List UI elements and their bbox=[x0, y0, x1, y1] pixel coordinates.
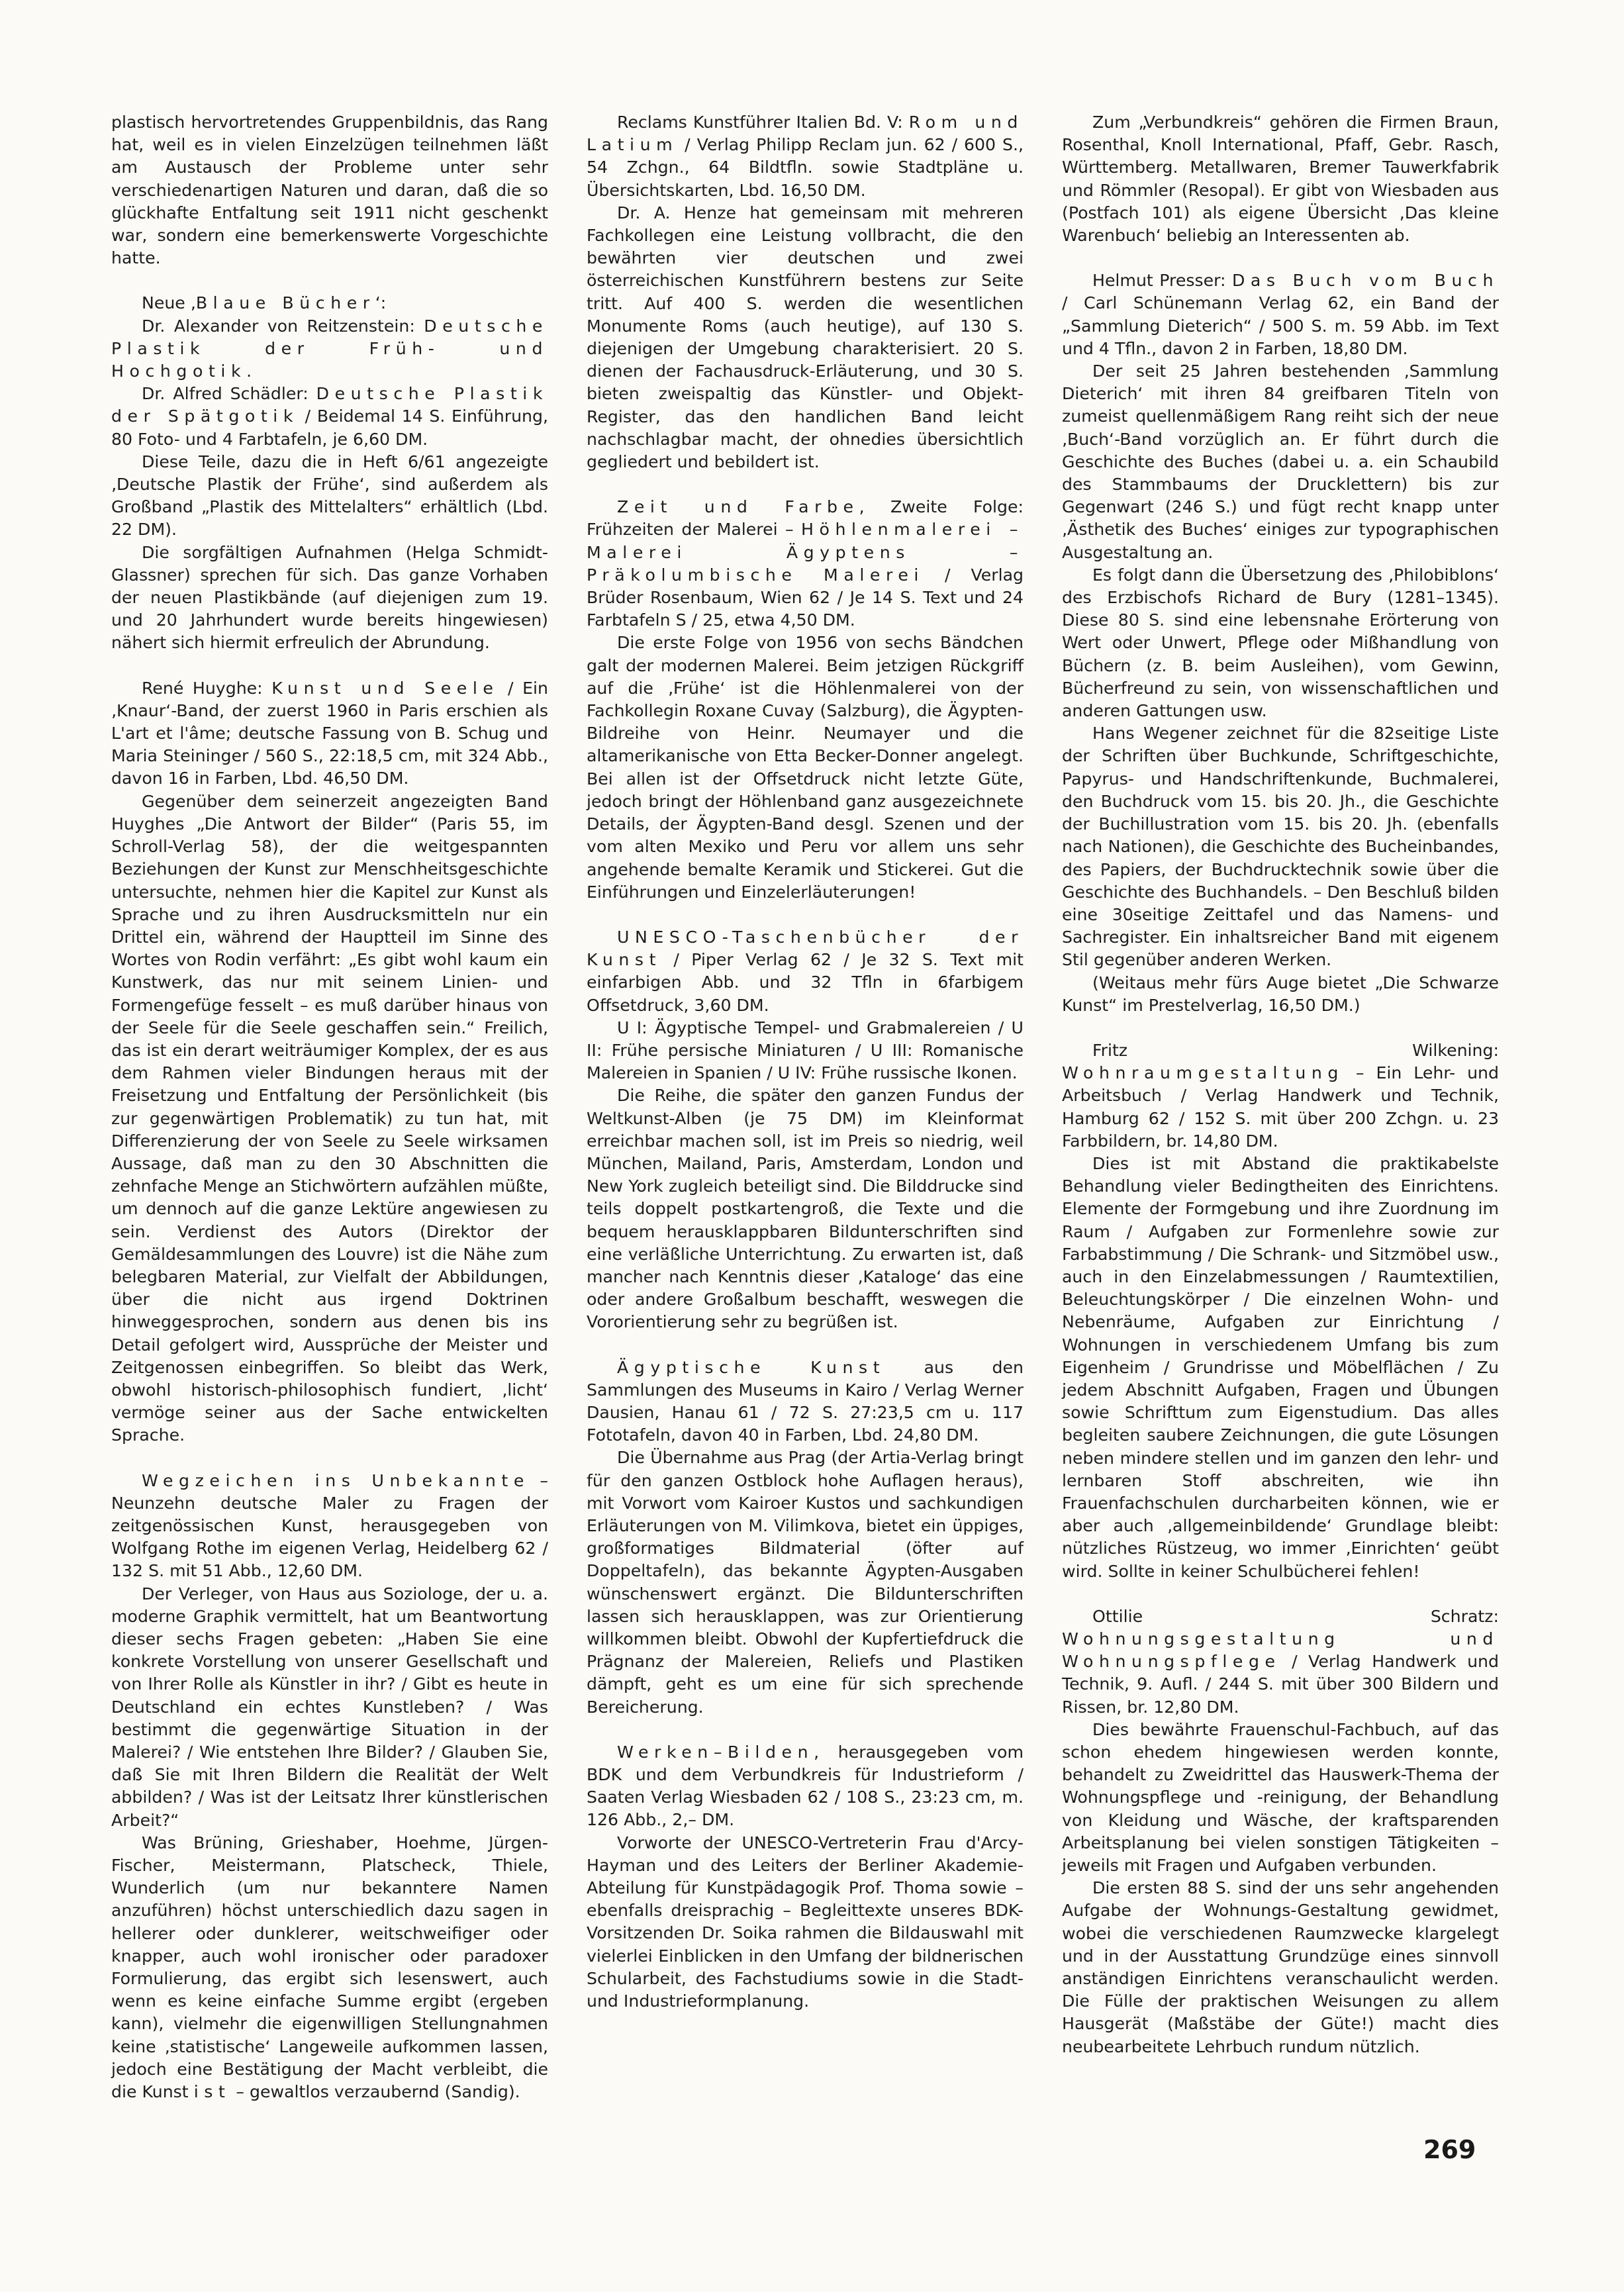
paragraph-gap bbox=[111, 655, 548, 677]
text-segment: Gegenüber dem seinerzeit angezeigten Band Huyghes „Die Antwort der Bilder“ (Paris 55, im Schroll-Verlag 58), der die weitgespannten Beziehungen der Kunst zur Menschheitsgeschichte untersuchte, nehmen hier die Kapitel zur Kunst als Sprache und zu ihren Ausdrucksmitteln nur ein Drittel ein, während der Hauptteil im Sinne des Wortes von Rodin verfährt: „Es gibt wohl kaum ein Kunstwerk, das nur mit seinem Linien- und Formengefüge fesselt – es muß darüber hinaus von der Seele für die Seele geschaffen sein.“ Freilich, das ist ein derart weiträumiger Komplex, der es aus dem Rahmen vieler Bindungen heraus mit der Freisetzung und Entfaltung der Persönlichkeit (bis zur gegenwärtigen Problematik) zu tun hat, mit Differenzierung der von Seele zu Seele wirksamen Aussage, daß man zu den 30 Abschnitten die zehnfache Menge an Stichwörtern aufzählen müßte, um dennoch auf die ganze Lektüre angewiesen zu sein. Verdienst des Autors (Direktor der Gemäldesammlungen des Louvre) ist die Nähe zum belegbaren Material, zur Vielfalt der Abbildungen, über die nicht aus irgend Doktrinen hinweggesprochen, sondern aus denen bis ins Detail gefolgert wird, Aussprüche der Meister und Zeitgenossen einbegriffen. So bleibt das Werk, obwohl historisch-philosophisch fundiert, ‚licht‘ vermöge seiner aus der Sache entwickelten Sprache. bbox=[111, 791, 548, 1445]
text-segment: Der seit 25 Jahren bestehenden ‚Sammlung Dieterich‘ mit ihren 84 greifbaren Titeln von zumeist quellenmäßigem Rang reiht sich der neue ‚Buch‘-Band vorzüglich an. Er führt durch die Geschichte des Buches (dabei u. a. ein Schaubild des Stammbaums der Drucklettern) bis zur Gegenwart (246 S.) und fügt recht knapp unter ‚Ästhetik des Buches‘ einiges zur typographischen Ausgestaltung an. bbox=[1062, 361, 1499, 562]
spaced-title-text: Rom und Latium bbox=[587, 113, 1024, 155]
text-segment: Vorworte der UNESCO-Vertreterin Frau d'Arcy-Hayman und des Leiters der Berliner Akademie-Abteilung für Kunstpädagogik Prof. Thoma sowie – ebenfalls dreisprachig – Begleittexte unseres BDK-Vorsitzenden Dr. Soika rahmen die Bildauswahl mit vielerlei Einblicken in den Umfang der bildnerischen Schularbeit, des Fachstudiums sowie in die Stadt- und Industrieformplanung. bbox=[587, 1833, 1024, 2011]
paragraph bbox=[1062, 1153, 1499, 1583]
spaced-title-text: Werken–Bilden bbox=[617, 1742, 814, 1762]
spaced-title-text: Kunst und Seele bbox=[271, 678, 499, 698]
paragraph bbox=[111, 1583, 548, 1832]
spaced-title-text: Deutsche Plastik der Spätgotik bbox=[111, 384, 548, 426]
paragraph bbox=[111, 677, 548, 790]
paragraph-gap bbox=[1062, 1017, 1499, 1039]
paragraph bbox=[587, 632, 1024, 903]
paragraph-gap bbox=[587, 904, 1024, 926]
page-number: 269 bbox=[1423, 2135, 1476, 2164]
text-segment: , Zweite Folge: Frühzeiten der Malerei – bbox=[587, 497, 1024, 540]
paragraph bbox=[587, 1357, 1024, 1447]
paragraph-gap bbox=[111, 1447, 548, 1470]
text-segment: Reclams Kunstführer Italien Bd. V: bbox=[617, 113, 909, 132]
paragraph bbox=[1062, 722, 1499, 971]
paragraph-gap bbox=[1062, 247, 1499, 269]
paragraph bbox=[1062, 360, 1499, 564]
paragraph bbox=[111, 451, 548, 542]
text-segment: Dr. A. Henze hat gemeinsam mit mehreren Fachkollegen eine Leistung vollbracht, die den bewährten vier deutschen und zwei österreichischen Kunstführern bestens zur Seite tritt. Auf 400 S. werden die wesentlichen Monumente Roms (auch heutige), auf 130 S. diejenigen der Umgebung charakterisiert. 20 S. dienen der Fachausdruck-Erläuterung, und 30 S. bieten zweispaltig das Künstler- und Objekt-Register, das den handlichen Band leicht nachschlagbar macht, der ohnedies übersichtlich gegliedert und bebildert ist. bbox=[587, 203, 1024, 472]
spaced-title-text: Blaue Bücher bbox=[195, 293, 375, 313]
paragraph-gap bbox=[1062, 1583, 1499, 1605]
text-segment: ‘: bbox=[375, 293, 387, 313]
paragraph bbox=[1062, 1877, 1499, 2058]
paragraph bbox=[1062, 564, 1499, 722]
text-segment: plastisch hervortretendes Gruppenbildnis, das Rang hat, weil es in vielen Einzelzügen teilnehmen läßt am Austausch der Probleme unter sehr verschiedenartigen Naturen und daran, daß die so glückhafte Entfaltung seit 1911 nicht geschenkt war, sondern eine bemerkenswerte Vorgeschichte hatte. bbox=[111, 113, 548, 268]
text-segment: Ottilie Schratz: bbox=[1092, 1606, 1499, 1626]
paragraph bbox=[111, 1470, 548, 1583]
text-segment: – gewaltlos verzaubernd (Sandig). bbox=[230, 2082, 520, 2102]
paragraph bbox=[111, 790, 548, 1447]
text-segment: René Huyghe: bbox=[142, 678, 272, 698]
text-segment: Dies ist mit Abstand die praktikabelste Behandlung vieler Bedingtheiten des Einrichtens. Elemente der Formgebung und ihre Zuordnung im Raum / Aufgaben zur Formenlehre sowie zur Farbabstimmung / Die Schrank- und Sitzmöbel usw., auch in den Einzelabmessungen / Raumtextilien, Beleuchtungskörper / Die einzelnen Wohn- und Nebenräume, Aufgaben zur Einrichtung / Wohnungen in verschiedenem Umfang bis zum Eigenheim / Grundrisse und Möbelflächen / Zu jedem Abschnitt Aufgaben, Fragen und Übungen sowie Schrifttum zum Eigenstudium. Das alles begleiten saubere Zeichnungen, die gute Lösungen neben mindere stellen und im ganzen den lehr- und lernbaren Stoff abschreiten, wie ihn Frauenfachschulen durcharbeiten können, wie er aber auch ‚allgemeinbildende‘ Grundlage bleibt: nützliches Rüstzeug, wo immer ‚Einrichten‘ geübt wird. Sollte in keiner Schulbücherei fehlen! bbox=[1062, 1153, 1499, 1581]
text-segment: / Verlag Handwerk und Technik, 9. Aufl. / 244 S. mit über 300 Bildern und Rissen, br. 12,80 DM. bbox=[1062, 1652, 1499, 1717]
paragraph bbox=[587, 202, 1024, 473]
text-segment: / Ein ‚Knaur‘-Band, der zuerst 1960 in Paris erschien als L'art et l'âme; deutsche Fassung von B. Schug und Maria Steininger / 560 S., 22:18,5 cm, mit 324 Abb., davon 16 in Farben, Lbd. 46,50 DM. bbox=[111, 678, 548, 788]
spaced-title-text: Zeit und Farbe bbox=[617, 497, 859, 517]
text-segment: Fritz Wilkening: bbox=[1092, 1040, 1499, 1060]
paragraph bbox=[1062, 1605, 1499, 1719]
text-segment: Dr. Alexander von Reitzenstein: bbox=[142, 316, 424, 336]
text-segment: – Ein Lehr- und Arbeitsbuch / Verlag Handwerk und Technik, Hamburg 62 / 152 S. mit über 200 Zchgn. u. 23 Farbbildern, br. 14,80 DM. bbox=[1062, 1063, 1499, 1151]
paragraph bbox=[587, 496, 1024, 632]
paragraph-gap bbox=[111, 269, 548, 292]
text-segment: Die erste Folge von 1956 von sechs Bändchen galt der modernen Malerei. Beim jetzigen Rückgriff auf die ‚Frühe‘ ist die Höhlenmalerei von der Fachkollegin Roxane Cuvay (Salzburg), die Ägypten-Bildreihe von Heinr. Neumayer und die altamerikanische von Etta Becker-Donner angelegt. Bei allen ist der Offsetdruck nicht letzte Güte, jedoch bringt der Höhlenband ganz ausgezeichnete Details, der Ägypten-Band desgl. Szenen und der vom alten Mexiko und Peru vor allem uns sehr angehende bemalte Keramik und Stickerei. Gut die Einführungen und Einzelerläuterungen! bbox=[587, 633, 1024, 902]
spaced-title-text: Wegzeichen ins Unbekannte bbox=[142, 1470, 530, 1490]
text-segment: / Verlag Philipp Reclam jun. 62 / 600 S., 54 Zchgn., 64 Bildtfln. sowie Stadtpläne u. Übersichtskarten, Lbd. 16,50 DM. bbox=[587, 135, 1024, 200]
spaced-title-text: Deutsche Plastik der Früh- und Hochgotik. bbox=[111, 316, 548, 381]
text-segment: Die Übernahme aus Prag (der Artia-Verlag bringt für den ganzen Ostblock hohe Auflagen heraus), mit Vorwort vom Kairoer Kustos und sachkundigen Erläuterungen von M. Vilimkova, bietet ein üppiges, großformatiges Bildmaterial (öfter auf Doppeltafeln), das bekannte Ägypten-Ausgaben wünschenswert ergänzt. Die Bildunterschriften lassen sich herausklappen, was zur Orientierung willkommen bleibt. Obwohl der Kupfertiefdruck die Prägnanz der Malereien, Reliefs und Plastiken dämpft, geht es um eine für sich sprechende Bereicherung. bbox=[587, 1448, 1024, 1717]
text-segment: Was Brüning, Grieshaber, Hoehme, Jürgen-Fischer, Meistermann, Platscheck, Thiele, Wunderlich (um nur bekanntere Namen anzuführen) höchst unterschiedlich dazu sagen in hellerer oder dunklerer, weitschweifiger oder knapper, auch wohl ironischer oder paradoxer Formulierung, das ergibt sich lesenswert, auch wenn es keine einfache Summe ergibt (ergeben kann), vielmehr die eigenwilligen Stellungnahmen keine ‚statistische‘ Langeweile aufkommen lassen, jedoch eine Bestätigung der Macht verbleibt, die die Kunst bbox=[111, 1833, 548, 2102]
paragraph bbox=[1062, 1719, 1499, 1877]
paragraph bbox=[587, 1447, 1024, 1718]
text-segment: Die sorgfältigen Aufnahmen (Helga Schmidt-Glassner) sprechen für sich. Das ganze Vorhaben der neuen Plastikbände (auf diejenigen zum 19. und 20 Jahrhundert wurde bereits hingewiesen) nähert sich hiermit erfreulich der Abrundung. bbox=[111, 542, 548, 653]
paragraph bbox=[111, 383, 548, 451]
text-segment: (Weitaus mehr fürs Auge bietet „Die Schwarze Kunst“ im Prestelverlag, 16,50 DM.) bbox=[1062, 973, 1499, 1015]
paragraph-gap bbox=[587, 1719, 1024, 1741]
text-segment: Die ersten 88 S. sind der uns sehr angehenden Aufgabe der Wohnungs-Gestaltung gewidmet, wobei die verschiedenen Raumzwecke klargelegt und in der Ausstattung Grundzüge eines sinnvoll anständigen Einrichtens veranschaulicht werden. Die Fülle der praktischen Weisungen zu allem Hausgerät (Maßstäbe der Güte!) macht dies neubearbeitete Lehrbuch rundum nützlich. bbox=[1062, 1878, 1499, 2056]
paragraph bbox=[111, 1832, 548, 2103]
paragraph-gap bbox=[587, 1334, 1024, 1357]
spaced-title-text: Höhlenmalerei – Malerei Ägyptens – Präkolumbische Malerei bbox=[587, 520, 1024, 585]
paragraph bbox=[111, 111, 548, 269]
text-segment: – Neunzehn deutsche Maler zu Fragen der zeitgenössischen Kunst, herausgegeben von Wolfgang Rothe im eigenen Verlag, Heidelberg 62 / 132 S. mit 51 Abb., 12,60 DM. bbox=[111, 1470, 548, 1581]
text-column-1 bbox=[111, 111, 548, 2103]
paragraph bbox=[111, 292, 548, 314]
paragraph bbox=[587, 111, 1024, 202]
text-column-3 bbox=[1062, 111, 1499, 2058]
text-segment: U I: Ägyptische Tempel- und Grabmalereien / U II: Frühe persische Miniaturen / U III: Romanische Malereien in Spanien / U IV: Frühe russische Ikonen. bbox=[587, 1018, 1024, 1083]
paragraph bbox=[587, 926, 1024, 1017]
spaced-title-text: Wohnraumgestaltung bbox=[1062, 1063, 1344, 1083]
text-segment: Hans Wegener zeichnet für die 82seitige Liste der Schriften über Buchkunde, Schriftgeschichte, Papyrus- und Handschriftenkunde, Buchmalerei, den Buchdruck vom 15. bis 20. Jh., die Geschichte der Buchillustration vom 15. bis 20. Jh. (ebenfalls nach Nationen), die Geschichte des Bucheinbandes, des Papiers, der Buchdrucktechnik sowie über die Geschichte des Buchhandels. – Den Beschluß bilden eine 30seitige Zeittafel und das Namens- und Sachregister. Ein inhaltsreicher Band mit eigenem Stil gegenüber anderen Werken. bbox=[1062, 724, 1499, 970]
paragraph bbox=[587, 1832, 1024, 2013]
paragraph bbox=[1062, 111, 1499, 247]
text-column-2 bbox=[587, 111, 1024, 2013]
text-segment: / Verlag Brüder Rosenbaum, Wien 62 / Je 14 S. Text und 24 Farbtafeln S / 25, etwa 4,50 DM. bbox=[587, 565, 1024, 630]
paragraph bbox=[1062, 1039, 1499, 1153]
paragraph bbox=[1062, 269, 1499, 360]
spaced-title-text: Ägyptische Kunst bbox=[617, 1357, 886, 1377]
text-segment: Helmut Presser: bbox=[1092, 271, 1232, 291]
text-segment: Dr. Alfred Schädler: bbox=[142, 384, 316, 404]
text-segment: Neue ‚ bbox=[142, 293, 196, 313]
text-segment: Der Verleger, von Haus aus Soziologe, der u. a. moderne Graphik vermittelt, hat um Beantwortung dieser sechs Fragen gebeten: „Haben Sie eine konkrete Vorstellung von unserer Gesellschaft und von Ihrer Rolle als Künstler in ihr? / Gibt es heute in Deutschland ein echtes Kunstleben? / Was bestimmt die gegenwärtige Situation in der Malerei? / Wie entstehen Ihre Bilder? / Glauben Sie, daß Sie mit Ihren Bildern die Realität der Welt abbilden? / Was ist der Leitsatz Ihrer künstlerischen Arbeit?“ bbox=[111, 1584, 548, 1830]
paragraph bbox=[111, 542, 548, 655]
text-segment: Die Reihe, die später den ganzen Fundus der Weltkunst-Alben (je 75 DM) im Kleinformat erreichbar machen soll, ist im Preis so niedrig, weil München, Mailand, Paris, Amsterdam, London und New York zugleich beteiligt sind. Die Bilddrucke sind teils doppelt postkartengroß, die Texte und die bequem herausklappbaren Bildunterschriften sind eine verläßliche Unterrichtung. Zu erwarten ist, daß mancher nach Kenntnis dieser ‚Kataloge‘ das eine oder andere Großalbum beschafft, weswegen die Vororientierung sehr zu begrüßen ist. bbox=[587, 1086, 1024, 1332]
paragraph bbox=[111, 315, 548, 383]
text-segment: Diese Teile, dazu die in Heft 6/61 angezeigte ‚Deutsche Plastik der Frühe‘, sind außerdem als Großband „Plastik des Mittelalters“ erhältlich (Lbd. 22 DM). bbox=[111, 452, 548, 540]
paragraph-gap bbox=[587, 473, 1024, 496]
spaced-title-text: ist bbox=[193, 2082, 231, 2102]
text-segment: , herausgegeben vom BDK und dem Verbundkreis für Industrieform / Saaten Verlag Wiesbaden 62 / 108 S., 23:23 cm, m. 126 Abb., 2,– DM. bbox=[587, 1742, 1024, 1830]
paragraph bbox=[587, 1084, 1024, 1333]
text-segment: aus den Sammlungen des Museums in Kairo / Verlag Werner Dausien, Hanau 61 / 72 S. 27:23,5 cm u. 117 Fototafeln, davon 40 in Farben, Lbd. 24,80 DM. bbox=[587, 1357, 1024, 1445]
paragraph bbox=[587, 1741, 1024, 1832]
text-segment: Zum „Verbundkreis“ gehören die Firmen Braun, Rosenthal, Knoll International, Pfaff, Gebr. Rasch, Württemberg. Metallwaren, Bremer Tauwerkfabrik und Römmler (Resopal). Er gibt von Wiesbaden aus (Postfach 101) als eigene Übersicht ‚Das kleine Warenbuch‘ beliebig an Interessenten ab. bbox=[1062, 113, 1499, 246]
spaced-title-text: UNESCO-Taschenbücher der Kunst bbox=[587, 927, 1024, 970]
text-segment: Es folgt dann die Übersetzung des ‚Philobiblons‘ des Erzbischofs Richard de Bury (1281–1345). Diese 80 S. sind eine lebensnahe Erörterung von Wert oder Unwert, Pflege oder Mißhandlung von Büchern (z. B. beim Ausleihen), vom Gewinn, Bücherfreund zu sein, von wissenschaftlichen und anderen Gattungen usw. bbox=[1062, 565, 1499, 721]
text-segment: / Carl Schünemann Verlag 62, ein Band der „Sammlung Dieterich“ / 500 S. m. 59 Abb. im Text und 4 Tfln., davon 2 in Farben, 18,80 DM. bbox=[1062, 293, 1499, 358]
paragraph bbox=[587, 1017, 1024, 1085]
spaced-title-text: Wohnungsgestaltung und Wohnungspflege bbox=[1062, 1629, 1499, 1672]
text-segment: / Beidemal 14 S. Einführung, 80 Foto- und 4 Farbtafeln, je 6,60 DM. bbox=[111, 406, 548, 449]
paragraph bbox=[1062, 972, 1499, 1017]
text-segment: / Piper Verlag 62 / Je 32 S. Text mit einfarbigen Abb. und 32 Tfln in 6farbigem Offsetdruck, 3,60 DM. bbox=[587, 950, 1024, 1015]
spaced-title-text: Das Buch vom Buch bbox=[1231, 271, 1499, 291]
text-segment: Dies bewährte Frauenschul-Fachbuch, auf das schon ehedem hingewiesen werden konnte, behandelt zu Zweidrittel das Hauswerk-Thema der Wohnungspflege und -reinigung, der Behandlung von Kleidung und Wäsche, der kraftsparenden Arbeitsplanung bei vielen sonstigen Tätigkeiten – jeweils mit Fragen und Aufgaben verbunden. bbox=[1062, 1719, 1499, 1876]
